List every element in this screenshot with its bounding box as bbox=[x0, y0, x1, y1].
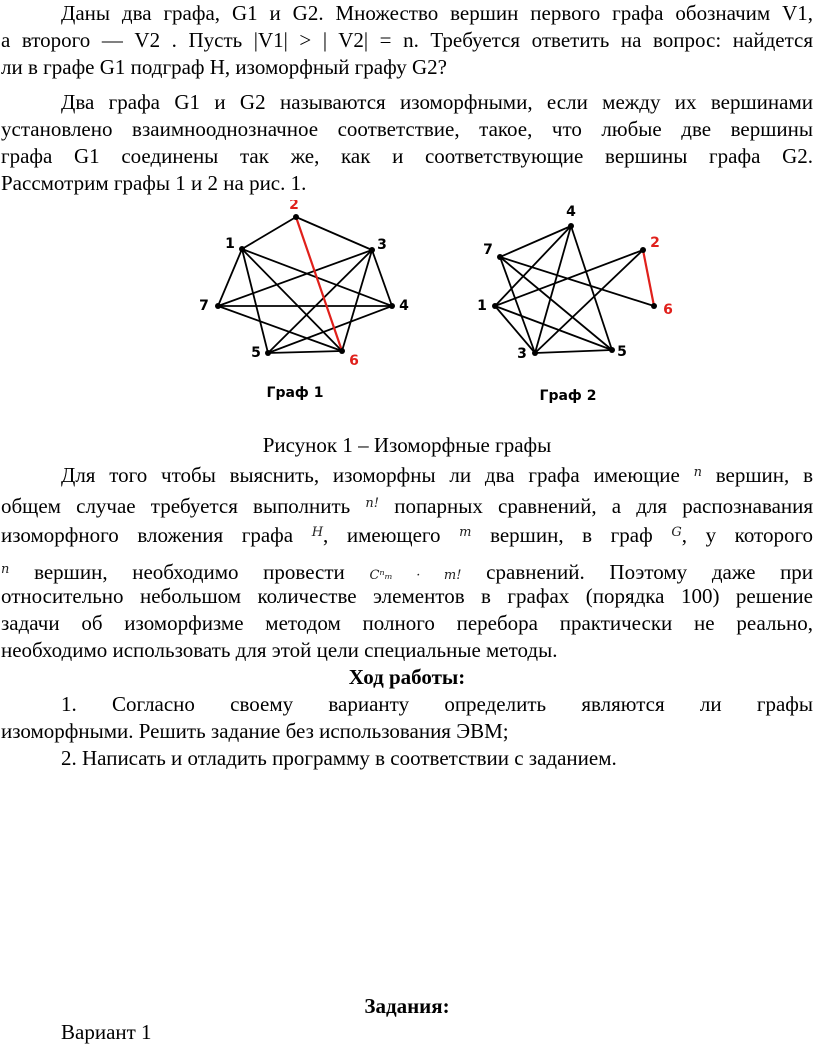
math-n-factorial: n! bbox=[365, 496, 380, 511]
intro-line-1: Даны два графа, G1 и G2. Множество вершин первого графа обозначим V1, bbox=[61, 1, 813, 25]
body-text: Для того чтобы выяснить, изоморфны ли два графа имеющие bbox=[61, 463, 680, 487]
graph1-vertex-label-7: 7 bbox=[199, 298, 209, 314]
graph2-vertex-4 bbox=[568, 223, 574, 229]
math-g: G bbox=[671, 525, 682, 540]
graph1-edge-1-2 bbox=[242, 217, 296, 249]
figure-caption: Рисунок 1 – Изоморфные графы bbox=[262, 433, 552, 457]
graph1-edge-3-7 bbox=[218, 250, 372, 306]
graph2-vertex-label-6: 6 bbox=[663, 302, 673, 318]
body-text: изоморфного вложения графа bbox=[1, 523, 294, 547]
graph1-vertex-label-6: 6 bbox=[349, 353, 359, 369]
graph2-label: Граф 2 bbox=[539, 388, 597, 404]
graph2-edges bbox=[495, 226, 654, 353]
body-text: общем случае требуется выполнить bbox=[1, 494, 351, 518]
graph2-edge-7-4 bbox=[500, 226, 571, 257]
graph2-vertex-label-2: 2 bbox=[650, 235, 660, 251]
graph1-edges bbox=[218, 217, 392, 353]
definition-line-1: Два графа G1 и G2 называются изоморфными, если между их вершинами bbox=[61, 90, 813, 114]
graph2-vertex-6 bbox=[651, 303, 657, 309]
math-h: H bbox=[311, 525, 324, 540]
math-n: n bbox=[693, 465, 702, 480]
variant-label: Вариант 1 bbox=[61, 1020, 152, 1044]
definition-line-3: графа G1 соединены так же, как и соответствующие вершины графа G2. bbox=[1, 144, 813, 168]
graph1-edge-1-7 bbox=[218, 249, 242, 306]
graph1-vertex-3 bbox=[369, 247, 375, 253]
math-combination: Cⁿₘ · m! bbox=[369, 568, 462, 583]
definition-line-2: установлено взаимнооднозначное соответствие, такое, что любые две вершины bbox=[1, 117, 813, 141]
graph1-vertex-label-2: 2 bbox=[289, 200, 299, 213]
graph1-vertex-6 bbox=[339, 348, 345, 354]
graph2-vertex-label-3: 3 bbox=[517, 346, 527, 362]
graph1-vertex-4 bbox=[389, 303, 395, 309]
graph2-vertices bbox=[477, 204, 673, 362]
graph1-vertex-5 bbox=[265, 350, 271, 356]
graph1-edge-2-3 bbox=[296, 217, 372, 250]
graph1-vertices bbox=[199, 200, 409, 369]
procedure-item-1-line-1: 1. Согласно своему варианту определить являются ли графы bbox=[61, 692, 813, 716]
graph2-vertex-5 bbox=[609, 347, 615, 353]
graph2-edge-1-2 bbox=[495, 250, 643, 306]
graph2-vertex-label-4: 4 bbox=[566, 204, 576, 220]
tasks-heading: Задания: bbox=[364, 994, 450, 1018]
graph1-vertex-label-3: 3 bbox=[377, 237, 387, 253]
body-text: вершин, в граф bbox=[490, 523, 653, 547]
procedure-item-1-line-2: изоморфными. Решить задание без использования ЭВМ; bbox=[1, 719, 509, 743]
isomorphic-graphs-figure bbox=[195, 200, 695, 415]
graph2-vertex-7 bbox=[497, 254, 503, 260]
body-line-1 bbox=[1, 459, 813, 489]
definition-line-4: Рассмотрим графы 1 и 2 на рис. 1. bbox=[1, 171, 307, 195]
body-line-3 bbox=[1, 519, 813, 549]
graph2-highlight-edge-2-6 bbox=[643, 250, 654, 306]
graph2-edge-4-5 bbox=[571, 226, 612, 350]
graph2-vertex-3 bbox=[532, 350, 538, 356]
graph1-vertex-1 bbox=[239, 246, 245, 252]
graph1-edge-3-4 bbox=[372, 250, 392, 306]
graph2-vertex-label-7: 7 bbox=[483, 242, 493, 258]
graph2-vertex-2 bbox=[640, 247, 646, 253]
body-text: вершин, необходимо провести bbox=[34, 560, 345, 584]
graph1-label: Граф 1 bbox=[266, 385, 324, 401]
body-line-6: задачи об изоморфизме методом полного перебора практически не реально, bbox=[1, 611, 813, 635]
graph2-vertex-1 bbox=[492, 303, 498, 309]
intro-line-2: а второго — V2 . Пусть |V1| > | V2| = n. Требуется ответить на вопрос: найдется bbox=[1, 28, 813, 52]
procedure-item-2: 2. Написать и отладить программу в соответствии с заданием. bbox=[61, 746, 617, 770]
body-text: , у которого bbox=[681, 523, 814, 547]
graph2-edge-7-6 bbox=[500, 257, 654, 306]
math-n: n bbox=[1, 562, 10, 577]
graph1-edge-5-6 bbox=[268, 351, 342, 353]
graph1-vertex-label-5: 5 bbox=[251, 345, 261, 361]
body-text: , имеющего bbox=[323, 523, 441, 547]
graph1-vertex-7 bbox=[215, 303, 221, 309]
intro-line-3: ли в графе G1 подграф H, изоморфный графу G2? bbox=[1, 55, 447, 79]
body-line-7: необходимо использовать для этой цели специальные методы. bbox=[1, 638, 558, 662]
body-text: вершин, в bbox=[715, 463, 813, 487]
graph1-vertex-label-4: 4 bbox=[399, 298, 409, 314]
math-m: m bbox=[459, 525, 472, 540]
graph2-edge-3-5 bbox=[535, 350, 612, 353]
graph1-vertex-label-1: 1 bbox=[225, 236, 235, 252]
body-line-2 bbox=[1, 490, 813, 520]
body-text: сравнений. Поэтому даже при bbox=[486, 560, 814, 584]
graph2-vertex-label-5: 5 bbox=[617, 344, 627, 360]
procedure-heading: Ход работы: bbox=[348, 665, 466, 689]
graph1-vertex-2 bbox=[293, 214, 299, 220]
graph1-edge-1-6 bbox=[242, 249, 342, 351]
body-line-5: относительно небольшом количестве элементов в графах (порядка 100) решение bbox=[1, 584, 813, 608]
graph2-vertex-label-1: 1 bbox=[477, 298, 487, 314]
body-text: попарных сравнений, а для распознавания bbox=[394, 494, 814, 518]
graph1-edge-1-5 bbox=[242, 249, 268, 353]
graph2-edge-3-2 bbox=[535, 250, 643, 353]
graph1-edge-7-6 bbox=[218, 306, 342, 351]
